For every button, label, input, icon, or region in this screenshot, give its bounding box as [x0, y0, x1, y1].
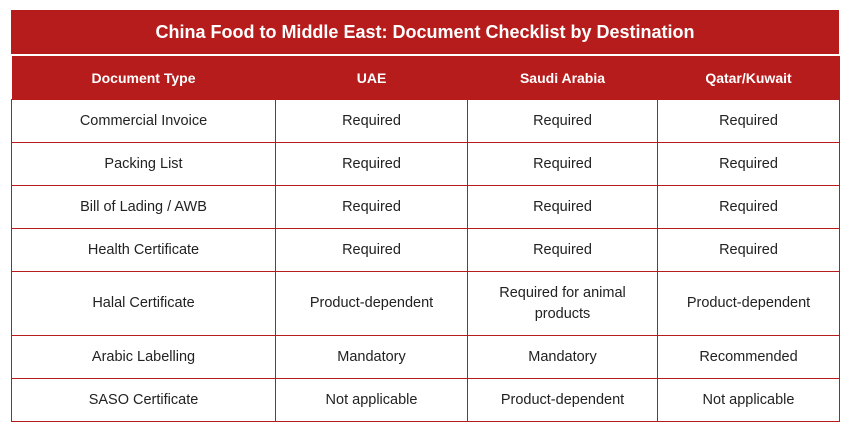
cell-document-type: Arabic Labelling: [12, 336, 276, 379]
header-document-type: Document Type: [12, 56, 276, 100]
table-row: [12, 143, 840, 186]
header-uae: UAE: [276, 56, 468, 100]
table-row: [12, 229, 840, 272]
cell-saudi-arabia: Required: [468, 100, 658, 143]
cell-saudi-arabia: Required: [468, 186, 658, 229]
cell-qatar-kuwait: Required: [658, 229, 840, 272]
table-row: [12, 336, 840, 379]
header-row: [12, 56, 840, 100]
document-checklist-table: [11, 56, 840, 422]
table-title: China Food to Middle East: Document Checklist by Destination: [11, 10, 839, 56]
table-row: [12, 272, 840, 336]
cell-qatar-kuwait: Recommended: [658, 336, 840, 379]
cell-qatar-kuwait: Product-dependent: [658, 272, 840, 336]
table-row: [12, 379, 840, 422]
cell-saudi-arabia: Product-dependent: [468, 379, 658, 422]
cell-document-type: Halal Certificate: [12, 272, 276, 336]
cell-uae: Not applicable: [276, 379, 468, 422]
table-row: [12, 186, 840, 229]
cell-document-type: SASO Certificate: [12, 379, 276, 422]
table-row: [12, 100, 840, 143]
cell-document-type: Commercial Invoice: [12, 100, 276, 143]
cell-document-type: Packing List: [12, 143, 276, 186]
cell-uae: Required: [276, 143, 468, 186]
cell-qatar-kuwait: Not applicable: [658, 379, 840, 422]
cell-uae: Product-dependent: [276, 272, 468, 336]
cell-document-type: Health Certificate: [12, 229, 276, 272]
cell-uae: Mandatory: [276, 336, 468, 379]
cell-uae: Required: [276, 229, 468, 272]
cell-qatar-kuwait: Required: [658, 143, 840, 186]
cell-saudi-arabia: Mandatory: [468, 336, 658, 379]
checklist-container: [11, 10, 839, 422]
cell-qatar-kuwait: Required: [658, 100, 840, 143]
header-saudi-arabia: Saudi Arabia: [468, 56, 658, 100]
cell-document-type: Bill of Lading / AWB: [12, 186, 276, 229]
cell-saudi-arabia: Required for animal products: [468, 272, 658, 336]
cell-saudi-arabia: Required: [468, 229, 658, 272]
cell-qatar-kuwait: Required: [658, 186, 840, 229]
cell-uae: Required: [276, 100, 468, 143]
cell-uae: Required: [276, 186, 468, 229]
cell-saudi-arabia: Required: [468, 143, 658, 186]
header-qatar-kuwait: Qatar/Kuwait: [658, 56, 840, 100]
